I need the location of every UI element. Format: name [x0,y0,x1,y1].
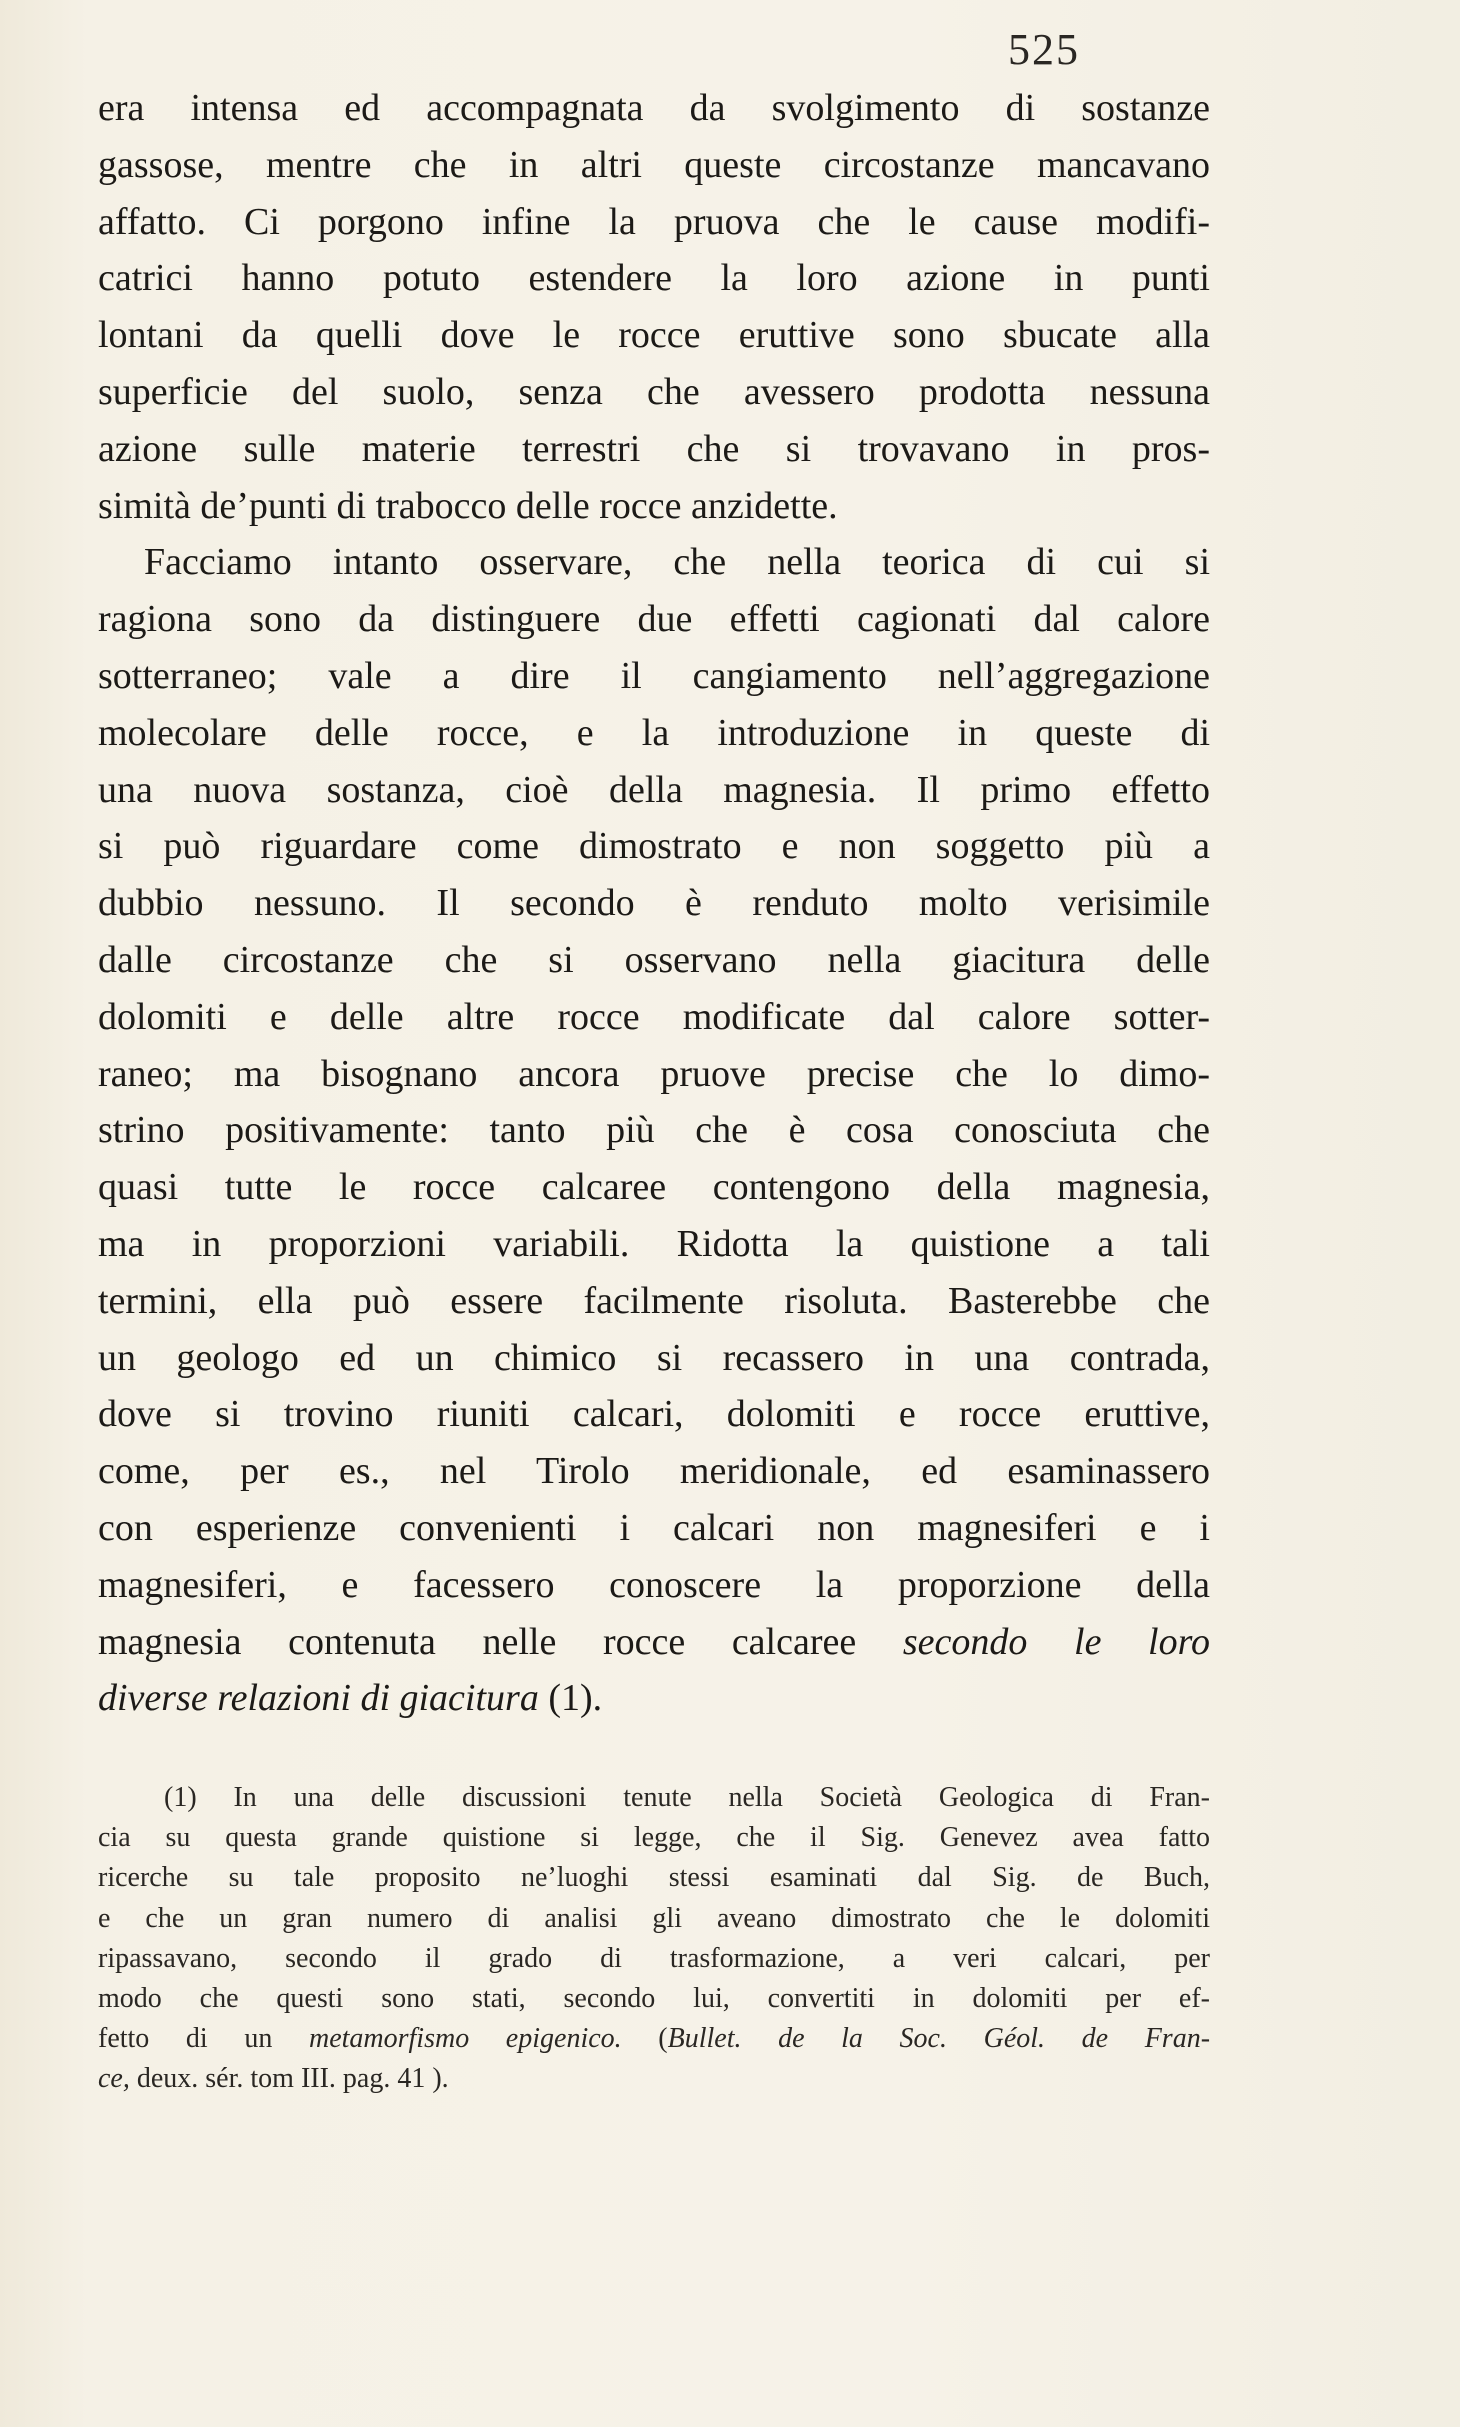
footnote-line-mixed [98,2019,1210,2059]
text-line: molecolare delle rocce, e la introduzione in queste di [98,711,1210,754]
footnote-line: ricerche su tale proposito ne’luoghi stessi esaminati dal Sig. de Buch, [98,1862,1210,1894]
footnote-line: ripassavano, secondo il grado di trasformazione, a veri calcari, per [98,1942,1210,1974]
text-segment: ( [658,2023,668,2055]
text-line: un geologo ed un chimico si recassero in una contrada, [98,1336,1210,1379]
text-line: catrici hanno potuto estendere la loro azione in punti [98,257,1210,300]
text-line: dalle circostanze che si osservano nella giacitura delle [98,938,1210,981]
text-segment: fetto di un [98,2023,273,2055]
text-line: azione sulle materie terrestri che si trovavano in pros- [98,427,1210,470]
main-text [98,80,1210,1727]
text-line: si può riguardare come dimostrato e non soggetto più a [98,825,1210,868]
footnote [98,1778,1210,2100]
text-line-mixed [98,1614,1210,1671]
page-number: 525 [1008,25,1080,74]
italic-phrase: secondo le loro [902,1620,1210,1663]
text-line: sotterraneo; vale a dire il cangiamento nell’aggregazione [98,654,1210,697]
text-line: ragiona sono da distinguere due effetti cagionati dal calore [98,598,1210,641]
text-line: con esperienze convenienti i calcari non magnesiferi e i [98,1506,1210,1549]
text-line: ma in proporzioni variabili. Ridotta la quistione a tali [98,1222,1210,1265]
text-line: dove si trovino riuniti calcari, dolomiti e rocce eruttive, [98,1393,1210,1436]
footnote-line-mixed [98,2059,1210,2099]
footnote-line: cia su questa grande quistione si legge, che il Sig. Genevez avea fatto [98,1822,1210,1854]
text-line: magnesiferi, e facessero conoscere la proporzione della [98,1563,1210,1606]
text-line: dubbio nessuno. Il secondo è renduto molto verisimile [98,882,1210,925]
footnote-line: modo che questi sono stati, secondo lui, convertiti in dolomiti per ef- [98,1982,1210,2014]
text-line: affatto. Ci porgono infine la pruova che le cause modifi- [98,200,1210,243]
text-line: come, per es., nel Tirolo meridionale, ed esaminassero [98,1450,1210,1493]
italic-phrase: metamorfismo epigenico. [308,2023,622,2055]
footnote-line: (1) In una delle discussioni tenute nella Società Geologica di Fran- [164,1782,1210,1813]
citation-italic: ce, [98,2063,130,2095]
text-line: raneo; ma bisognano ancora pruove precise che lo dimo- [98,1052,1210,1095]
text-line: era intensa ed accompagnata da svolgimento di sostanze [98,87,1210,129]
text-segment: deux. sér. tom III. pag. 41 ). [136,2063,449,2095]
footnote-reference: (1). [548,1677,603,1720]
text-line: simità de’punti di trabocco delle rocce anzidette. [98,484,838,527]
text-line: superficie del suolo, senza che avessero prodotta nessuna [98,370,1210,413]
text-line: dolomiti e delle altre rocce modificate dal calore sotter- [98,995,1210,1038]
text-line: Facciamo intanto osservare, che nella teorica di cui si [144,541,1210,584]
text-segment: magnesia contenuta nelle rocce calcaree [98,1620,857,1663]
text-line: lontani da quelli dove le rocce eruttive sono sbucate alla [98,314,1210,357]
citation-italic: Bullet. de la Soc. Géol. de Fran- [667,2023,1210,2055]
text-line: termini, ella può essere facilmente risoluta. Basterebbe che [98,1279,1210,1322]
text-line: strino positivamente: tanto più che è cosa conosciuta che [98,1109,1210,1152]
text-line-mixed [98,1670,1210,1727]
footnote-line: e che un gran numero di analisi gli aveano dimostrato che le dolomiti [98,1902,1210,1934]
italic-phrase: diverse relazioni di giacitura [98,1677,539,1720]
text-line: una nuova sostanza, cioè della magnesia. Il primo effetto [98,768,1210,811]
text-line: quasi tutte le rocce calcaree contengono della magnesia, [98,1166,1210,1209]
text-line: gassose, mentre che in altri queste circostanze mancavano [98,143,1210,186]
